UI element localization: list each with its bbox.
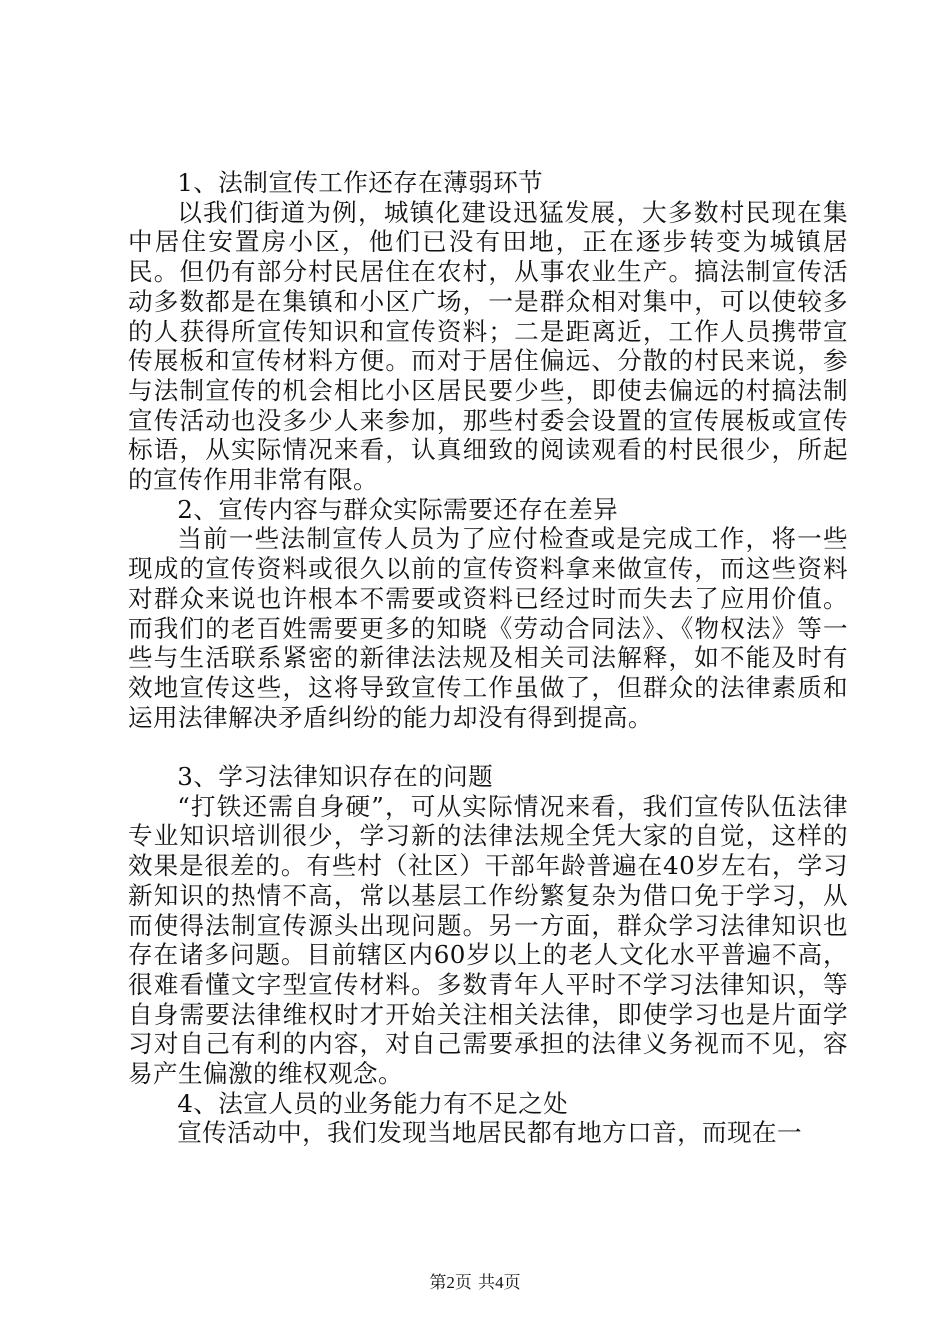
body-paragraph-4: 宣传活动中，我们发现当地居民都有地方口音，而现在一 xyxy=(177,1118,803,1148)
page-total: 共4页 xyxy=(478,1273,521,1292)
page-footer xyxy=(0,1272,950,1294)
document-body xyxy=(128,168,848,1148)
section-heading-3: 3、学习法律知识存在的问题 xyxy=(177,762,494,792)
section-heading-2: 2、宣传内容与群众实际需要还存在差异 xyxy=(177,494,619,524)
page-number: 第2页 xyxy=(429,1273,472,1292)
body-paragraph-1: 以我们街道为例，城镇化建设迅猛发展，大多数村民现在集中居住安置房小区，他们已没有田地，正在逐步转变为城镇居民。但仍有部分村民居住在农村，从事农业生产。搞法制宣传活动多数都是在集镇和小区广场，一是群众相对集中，可以使较多的人获得所宣传知识和宣传资料；二是距离近，工作人员携带宣传展板和宣传材料方便。而对于居住偏远、分散的村民来说，参与法制宣传的机会相比小区居民要少些，即使去偏远的村搞法制宣传活动也没多少人来参加，那些村委会设置的宣传展板或宣传标语，从实际情况来看，认真细致的阅读观看的村民很少，所起的宣传作用非常有限。 xyxy=(128,197,848,495)
body-paragraph-2: 当前一些法制宣传人员为了应付检查或是完成工作，将一些现成的宣传资料或很久以前的宣传资料拿来做宣传，而这些资料对群众来说也许根本不需要或资料已经过时而失去了应用价值。而我们的老百姓需要更多的知晓《劳动合同法》、《物权法》等一些与生活联系紧密的新律法法规及相关司法解释，如不能及时有效地宣传这些，这将导致宣传工作虽做了，但群众的法律素质和运用法律解决矛盾纠纷的能力却没有得到提高。 xyxy=(128,524,848,732)
section-heading-4: 4、法宣人员的业务能力有不足之处 xyxy=(177,1088,569,1118)
section-heading-1: 1、法制宣传工作还存在薄弱环节 xyxy=(177,168,544,197)
paragraph-gap xyxy=(128,732,848,762)
body-paragraph-3: “打铁还需自身硬”，可从实际情况来看，我们宣传队伍法律专业知识培训很少，学习新的法律法规全凭大家的自觉，这样的效果是很差的。有些村（社区）干部年龄普遍在40岁左右，学习新知识的热情不高，常以基层工作纷繁复杂为借口免于学习，从而使得法制宣传源头出现问题。另一方面，群众学习法律知识也存在诸多问题。目前辖区内60岁以上的老人文化水平普遍不高，很难看懂文字型宣传材料。多数青年人平时不学习法律知识，等自身需要法律维权时才开始关注相关法律，即使学习也是片面学习对自己有利的内容，对自己需要承担的法律义务视而不见，容易产生偏激的维权观念。 xyxy=(128,791,848,1089)
